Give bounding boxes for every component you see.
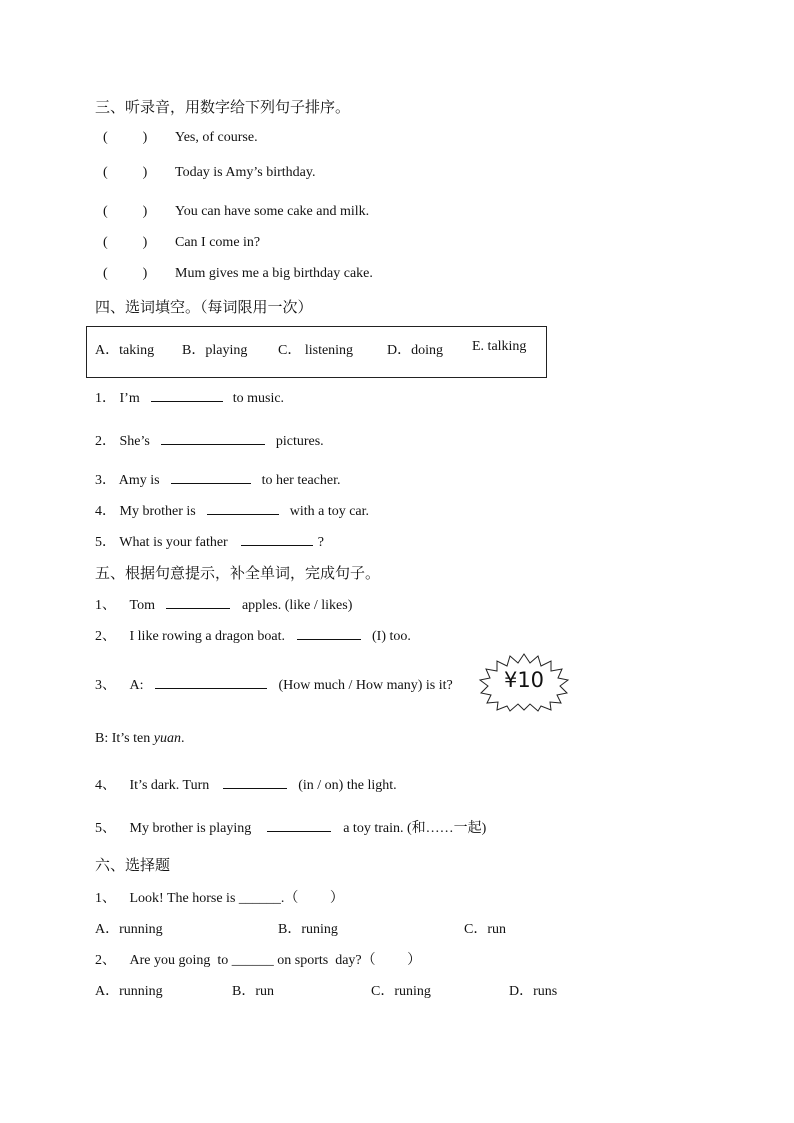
answer-blank[interactable] — [151, 388, 223, 402]
item-text-before: I’m — [119, 391, 140, 406]
choice-option[interactable]: A．running — [95, 922, 163, 937]
item-text-before: She’s — [119, 434, 150, 449]
fill-in-item — [95, 387, 284, 407]
answer-parentheses[interactable]: ( ) — [103, 204, 148, 219]
answer-line — [95, 731, 184, 747]
word-option: C． listening — [278, 343, 354, 358]
sentence-item: You can have some cake and milk. — [175, 204, 370, 219]
item-number: 3． — [95, 473, 116, 488]
word-option: D．doing — [387, 343, 443, 358]
item-text-after: apples. (like / likes) — [241, 598, 353, 613]
choice-option[interactable]: D．runs — [509, 984, 558, 999]
answer-blank[interactable] — [207, 501, 279, 515]
item-text-before: A: — [129, 678, 144, 693]
question-number: 2、 — [95, 953, 116, 968]
item-text-after: with a toy car. — [289, 504, 370, 519]
fill-in-item — [95, 500, 369, 520]
section-4-heading: 四、选词填空。（每词限用一次） — [95, 298, 313, 316]
item-text-before: I like rowing a dragon boat. — [129, 629, 286, 644]
question-text: Are you going to ______ on sports day?（ ） — [129, 953, 422, 968]
answer-blank[interactable] — [297, 626, 361, 640]
item-text-before: Tom — [129, 598, 155, 613]
item-number: 5． — [95, 535, 116, 550]
item-number: 2． — [95, 434, 116, 449]
item-number: 1． — [95, 391, 116, 406]
fill-in-item — [95, 625, 411, 645]
choice-option[interactable]: B．run — [232, 984, 274, 999]
choice-option[interactable]: C．runing — [371, 984, 431, 999]
item-text-before: My brother is playing — [129, 821, 252, 836]
question-1 — [95, 887, 344, 907]
word-option: A．taking — [95, 343, 155, 358]
item-text-before: What is your father — [119, 535, 228, 550]
sentence-item: Yes, of course. — [175, 130, 258, 145]
question-text: Look! The horse is ______.（ ） — [129, 891, 344, 906]
price-label: ¥10 — [503, 668, 545, 692]
item-number: 5、 — [95, 821, 116, 836]
item-text-after: to music. — [232, 391, 285, 406]
item-number: 4． — [95, 504, 116, 519]
item-number: 4、 — [95, 778, 116, 793]
item-text-after: ? — [317, 535, 324, 550]
item-text-after: (in / on) the light. — [298, 778, 397, 793]
item-number: 1、 — [95, 598, 116, 613]
word-option: E. talking — [472, 339, 527, 354]
sentence-item: Today is Amy’s birthday. — [175, 165, 316, 180]
answer-parentheses[interactable]: ( ) — [103, 165, 148, 180]
item-text-after: to her teacher. — [261, 473, 341, 488]
item-text-before: It’s dark. Turn — [129, 778, 210, 793]
answer-italic-word: yuan — [153, 731, 181, 746]
choice-option[interactable]: C．run — [464, 922, 506, 937]
item-number: 3、 — [95, 678, 116, 693]
sentence-item: Can I come in? — [175, 235, 261, 250]
item-text-after: (I) too. — [372, 629, 411, 644]
fill-in-item — [95, 469, 340, 489]
fill-in-item — [95, 774, 397, 794]
question-number: 1、 — [95, 891, 116, 906]
fill-in-item — [95, 430, 324, 450]
item-text-after: pictures. — [275, 434, 324, 449]
answer-parentheses[interactable]: ( ) — [103, 130, 148, 145]
answer-parentheses[interactable]: ( ) — [103, 266, 148, 281]
answer-parentheses[interactable]: ( ) — [103, 235, 148, 250]
section-5-heading: 五、根据句意提示，补全单词，完成句子。 — [95, 564, 381, 582]
question-2 — [95, 949, 421, 969]
item-text-before: Amy is — [118, 473, 160, 488]
choice-option[interactable]: B．runing — [278, 922, 338, 937]
section-3-heading: 三、听录音，用数字给下列句子排序。 — [95, 98, 351, 116]
fill-in-item — [95, 674, 453, 694]
answer-prefix: B: It’s ten — [95, 731, 151, 746]
answer-suffix: . — [180, 731, 185, 746]
answer-blank[interactable] — [241, 532, 313, 546]
answer-blank[interactable] — [161, 431, 265, 445]
item-text-after: (How much / How many) is it? — [278, 678, 453, 693]
section-6-heading: 六、选择题 — [95, 856, 171, 874]
item-number: 2、 — [95, 629, 116, 644]
fill-in-item — [95, 594, 352, 614]
answer-blank[interactable] — [166, 595, 230, 609]
answer-blank[interactable] — [155, 675, 267, 689]
answer-blank[interactable] — [223, 775, 287, 789]
answer-blank[interactable] — [267, 818, 331, 832]
word-option: B．playing — [182, 343, 248, 358]
sentence-item: Mum gives me a big birthday cake. — [175, 266, 373, 281]
item-text-after: a toy train. (和……一起) — [343, 821, 487, 836]
fill-in-item — [95, 531, 324, 551]
choice-option[interactable]: A．running — [95, 984, 163, 999]
item-text-before: My brother is — [119, 504, 196, 519]
fill-in-item — [95, 817, 486, 837]
answer-blank[interactable] — [171, 470, 251, 484]
